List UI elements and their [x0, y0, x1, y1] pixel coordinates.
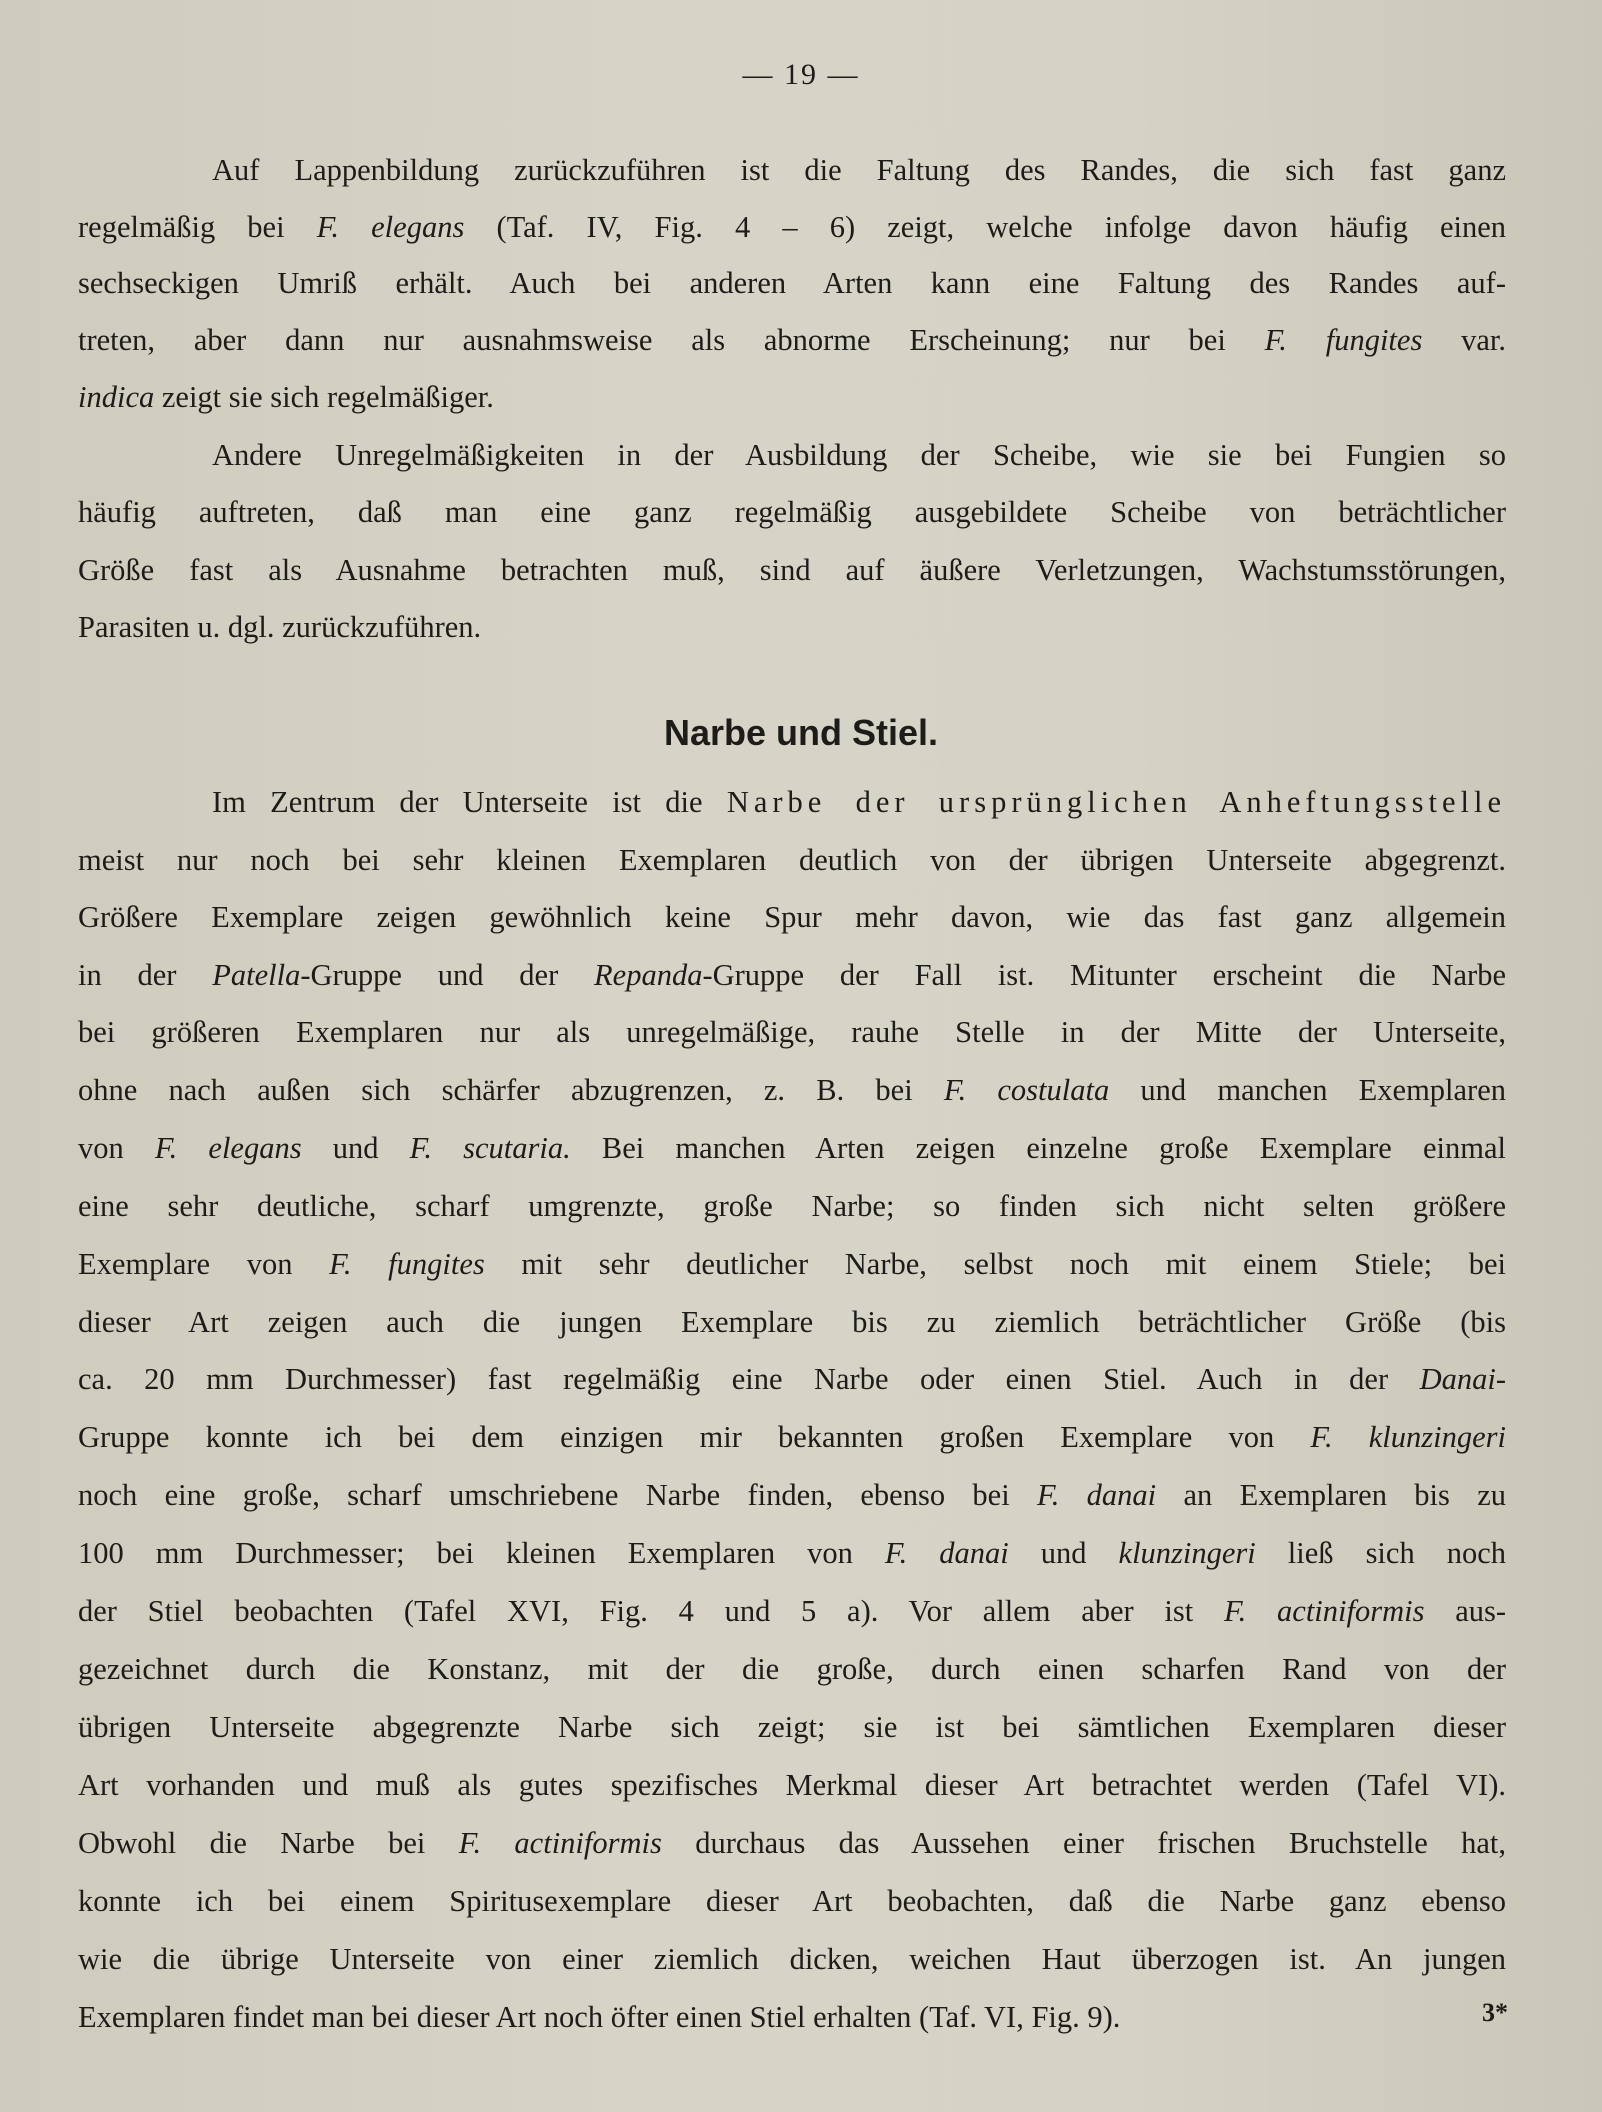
- paragraph-2-line-1: Andere Unregelmäßigkeiten in der Ausbildung der Scheibe, wie sie bei Fungien so: [212, 438, 1506, 472]
- paragraph-1-line-4: treten, aber dann nur ausnahmsweise als abnorme Erscheinung; nur bei F. fungites var.: [78, 323, 1506, 357]
- paragraph-3-line-8: eine sehr deutliche, scharf umgrenzte, große Narbe; so finden sich nicht selten größere: [78, 1189, 1506, 1223]
- species-name: F. klunzingeri: [1310, 1420, 1507, 1454]
- paragraph-3-line-4: in der Patella-Gruppe und der Repanda-Gruppe der Fall ist. Mitunter erscheint die Narbe: [78, 958, 1506, 992]
- paragraph-1-line-3: sechseckigen Umriß erhält. Auch bei anderen Arten kann eine Faltung des Randes auf-: [78, 266, 1506, 300]
- page-number: — 19 —: [742, 58, 860, 91]
- paragraph-3-line-11: ca. 20 mm Durchmesser) fast regelmäßig eine Narbe oder einen Stiel. Auch in der Danai-: [78, 1362, 1506, 1396]
- paragraph-2-line-4: Parasiten u. dgl. zurückzuführen.: [78, 610, 482, 644]
- group-name: Repanda: [594, 958, 703, 992]
- paragraph-3-line-10: dieser Art zeigen auch die jungen Exemplare bis zu ziemlich beträchtlicher Größe (bis: [78, 1305, 1506, 1339]
- group-name: Danai-: [1419, 1362, 1506, 1396]
- paragraph-3-line-18: Art vorhanden und muß als gutes spezifisches Merkmal dieser Art betrachtet werden (Tafel VI).: [78, 1768, 1506, 1802]
- paragraph-3-line-9: Exemplare von F. fungites mit sehr deutlicher Narbe, selbst noch mit einem Stiele; bei: [78, 1247, 1506, 1281]
- paragraph-3-line-6: ohne nach außen sich schärfer abzugrenzen, z. B. bei F. costulata und manchen Exemplaren: [78, 1073, 1506, 1107]
- paragraph-2-line-2: häufig auftreten, daß man eine ganz regelmäßig ausgebildete Scheibe von beträchtlicher: [78, 495, 1506, 529]
- species-name: F. actiniformis: [1223, 1594, 1425, 1628]
- paragraph-3-line-13: noch eine große, scharf umschriebene Narbe finden, ebenso bei F. danai an Exemplaren bis zu: [78, 1478, 1506, 1512]
- paragraph-1-line-5: indica zeigt sie sich regelmäßiger.: [78, 380, 494, 414]
- species-name: F. elegans: [154, 1131, 302, 1165]
- paragraph-3-line-21: wie die übrige Unterseite von einer ziemlich dicken, weichen Haut überzogen ist. An jungen: [78, 1942, 1506, 1976]
- group-name: Patella: [212, 958, 301, 992]
- species-name: F. fungites: [329, 1247, 485, 1281]
- paragraph-3-line-19: Obwohl die Narbe bei F. actiniformis durchaus das Aussehen einer frischen Bruchstelle hat,: [78, 1826, 1507, 1860]
- species-name: F. elegans: [316, 210, 465, 244]
- spaced-emphasis: Narbe der ursprünglichen Anheftungsstelle: [726, 785, 1507, 819]
- species-name: indica: [78, 380, 155, 414]
- paragraph-3-line-12: Gruppe konnte ich bei dem einzigen mir bekannten großen Exemplare von F. klunzingeri: [78, 1420, 1507, 1454]
- paragraph-3-line-16: gezeichnet durch die Konstanz, mit der die große, durch einen scharfen Rand von der: [78, 1652, 1506, 1686]
- paragraph-3-line-14: 100 mm Durchmesser; bei kleinen Exemplaren von F. danai und klunzingeri ließ sich noch: [78, 1536, 1507, 1570]
- species-name: F. actiniformis: [458, 1826, 662, 1860]
- signature-mark: 3*: [1482, 1998, 1508, 2027]
- paragraph-3-line-20: konnte ich bei einem Spiritusexemplare dieser Art beobachten, daß die Narbe ganz ebenso: [78, 1884, 1506, 1918]
- species-name: F. costulata: [943, 1073, 1110, 1107]
- species-name: F. danai: [1037, 1478, 1157, 1512]
- species-name: klunzingeri: [1118, 1536, 1256, 1570]
- paragraph-3-line-17: übrigen Unterseite abgegrenzte Narbe sich zeigt; sie ist bei sämtlichen Exemplaren dieser: [78, 1710, 1506, 1744]
- paragraph-1-line-2: regelmäßig bei F. elegans (Taf. IV, Fig. 4 – 6) zeigt, welche infolge davon häufig einen: [78, 210, 1507, 244]
- species-name: F. fungites: [1264, 323, 1423, 357]
- paragraph-3-line-5: bei größeren Exemplaren nur als unregelmäßige, rauhe Stelle in der Mitte der Unterseite,: [78, 1015, 1506, 1049]
- paragraph-3-line-7: von F. elegans und F. scutaria. Bei manchen Arten zeigen einzelne große Exemplare einmal: [78, 1131, 1506, 1165]
- paragraph-3-line-15: der Stiel beobachten (Tafel XVI, Fig. 4 und 5 a). Vor allem aber ist F. actiniformis aus-: [78, 1594, 1507, 1628]
- paragraph-1-line-1: Auf Lappenbildung zurückzuführen ist die Faltung des Randes, die sich fast ganz: [212, 153, 1506, 187]
- section-heading: Narbe und Stiel.: [663, 712, 939, 753]
- paragraph-3-line-3: Größere Exemplare zeigen gewöhnlich keine Spur mehr davon, wie das fast ganz allgemein: [78, 900, 1506, 934]
- paragraph-3-line-2: meist nur noch bei sehr kleinen Exemplaren deutlich von der übrigen Unterseite abgegrenzt.: [78, 843, 1506, 877]
- paragraph-3-line-1: Im Zentrum der Unterseite ist die Narbe der ursprünglichen Anheftungsstelle: [212, 785, 1507, 819]
- species-name: F. scutaria.: [409, 1131, 571, 1165]
- species-name: F. danai: [884, 1536, 1009, 1570]
- paragraph-2-line-3: Größe fast als Ausnahme betrachten muß, sind auf äußere Verletzungen, Wachstumsstörungen,: [78, 553, 1506, 587]
- paragraph-3-line-22: Exemplaren findet man bei dieser Art noch öfter einen Stiel erhalten (Taf. VI, Fig. 9).: [78, 2000, 1121, 2034]
